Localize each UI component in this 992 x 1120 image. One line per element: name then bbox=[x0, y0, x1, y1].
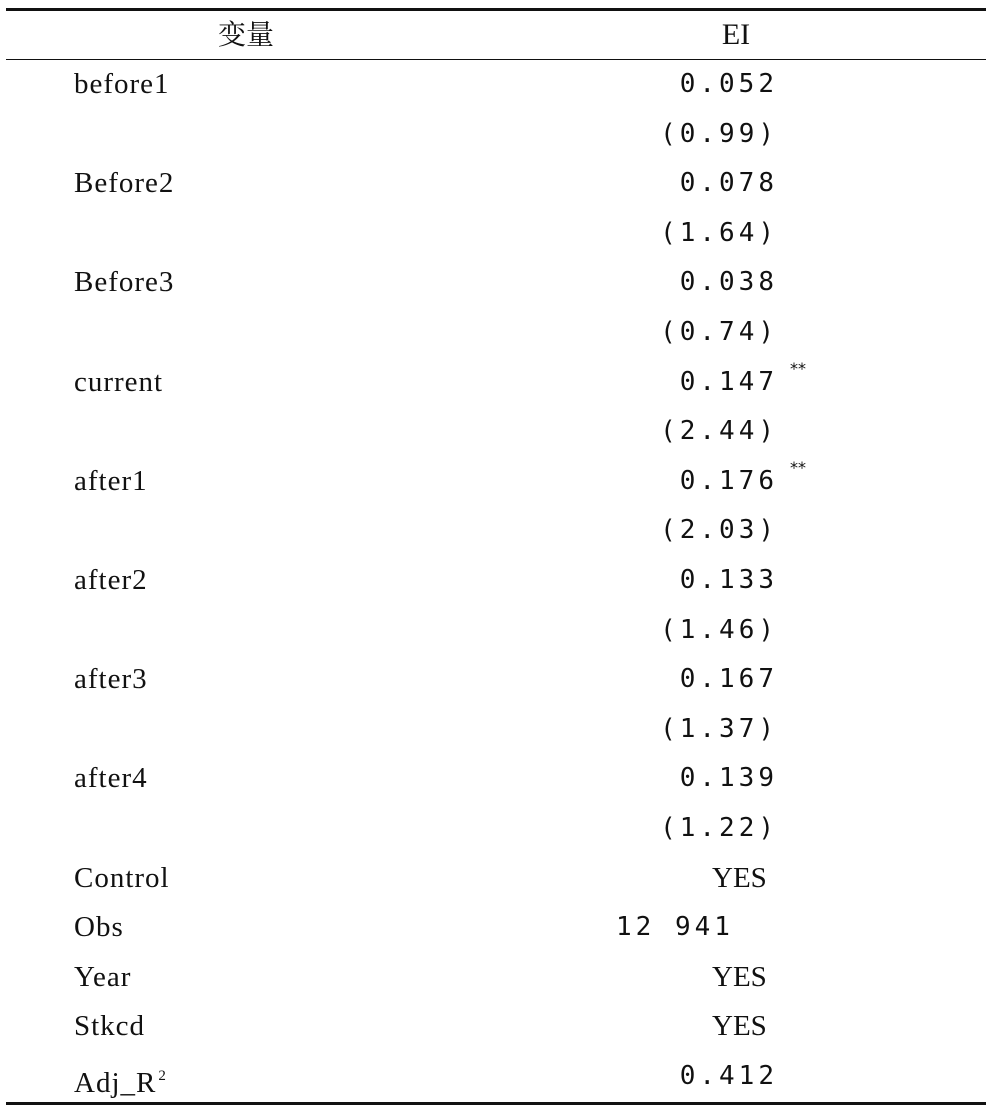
table-row bbox=[6, 257, 986, 307]
control-value: YES bbox=[712, 862, 767, 894]
row-tstat: (2.44) bbox=[660, 416, 778, 446]
table-row bbox=[6, 654, 986, 704]
row-label: after1 bbox=[74, 465, 148, 497]
adj-r2-row bbox=[6, 1051, 986, 1101]
row-tstat: (1.22) bbox=[660, 813, 778, 843]
row-label: after4 bbox=[74, 762, 148, 794]
row-label: current bbox=[74, 366, 164, 398]
adj-r2-superscript: 2 bbox=[158, 1068, 167, 1084]
adj-r2-value: 0.412 bbox=[679, 1061, 778, 1091]
table-row bbox=[6, 605, 986, 655]
row-value: 0.139 bbox=[679, 763, 778, 793]
row-value: 0.038 bbox=[679, 267, 778, 297]
obs-label: Obs bbox=[74, 911, 124, 943]
table-row bbox=[6, 109, 986, 159]
row-value: 0.078 bbox=[679, 168, 778, 198]
significance-stars: ** bbox=[790, 359, 806, 378]
table-row bbox=[6, 555, 986, 605]
stkcd-label: Stkcd bbox=[74, 1010, 146, 1042]
row-value: 0.052 bbox=[679, 69, 778, 99]
row-label: before1 bbox=[74, 68, 170, 100]
table-row bbox=[6, 406, 986, 456]
table-row bbox=[6, 704, 986, 754]
row-tstat: (1.37) bbox=[660, 714, 778, 744]
table-row bbox=[6, 357, 986, 407]
row-label: Before3 bbox=[74, 266, 175, 298]
table-row bbox=[6, 208, 986, 258]
year-label: Year bbox=[74, 961, 132, 993]
regression-table bbox=[6, 0, 986, 1120]
control-label: Control bbox=[74, 862, 170, 894]
stkcd-value: YES bbox=[712, 1010, 767, 1042]
year-value: YES bbox=[712, 961, 767, 993]
header-ei: EI bbox=[721, 18, 751, 51]
bottom-rule bbox=[6, 1102, 986, 1105]
adj-r2-label bbox=[74, 1051, 167, 1101]
row-tstat: (1.46) bbox=[660, 615, 778, 645]
significance-stars: ** bbox=[790, 458, 806, 477]
row-tstat: (0.74) bbox=[660, 317, 778, 347]
row-value: 0.176 bbox=[679, 466, 778, 496]
stkcd-row bbox=[6, 1001, 986, 1051]
table-row bbox=[6, 59, 986, 109]
year-row bbox=[6, 952, 986, 1002]
table-row bbox=[6, 456, 986, 506]
row-label: Before2 bbox=[74, 167, 175, 199]
row-value: 0.147 bbox=[679, 367, 778, 397]
table-row bbox=[6, 158, 986, 208]
adj-r2-label-text: Adj_R bbox=[74, 1067, 157, 1099]
table-row bbox=[6, 753, 986, 803]
table-row bbox=[6, 307, 986, 357]
row-label: after3 bbox=[74, 663, 148, 695]
row-value: 0.133 bbox=[679, 565, 778, 595]
row-tstat: (2.03) bbox=[660, 515, 778, 545]
obs-value: 12 941 bbox=[616, 912, 734, 942]
row-value: 0.167 bbox=[679, 664, 778, 694]
header-variable: 变量 bbox=[217, 18, 274, 51]
row-tstat: (0.99) bbox=[660, 119, 778, 149]
row-tstat: (1.64) bbox=[660, 218, 778, 248]
control-row bbox=[6, 853, 986, 903]
top-rule bbox=[6, 8, 986, 11]
obs-row bbox=[6, 902, 986, 952]
row-label: after2 bbox=[74, 564, 148, 596]
table-row bbox=[6, 803, 986, 853]
table-row bbox=[6, 505, 986, 555]
